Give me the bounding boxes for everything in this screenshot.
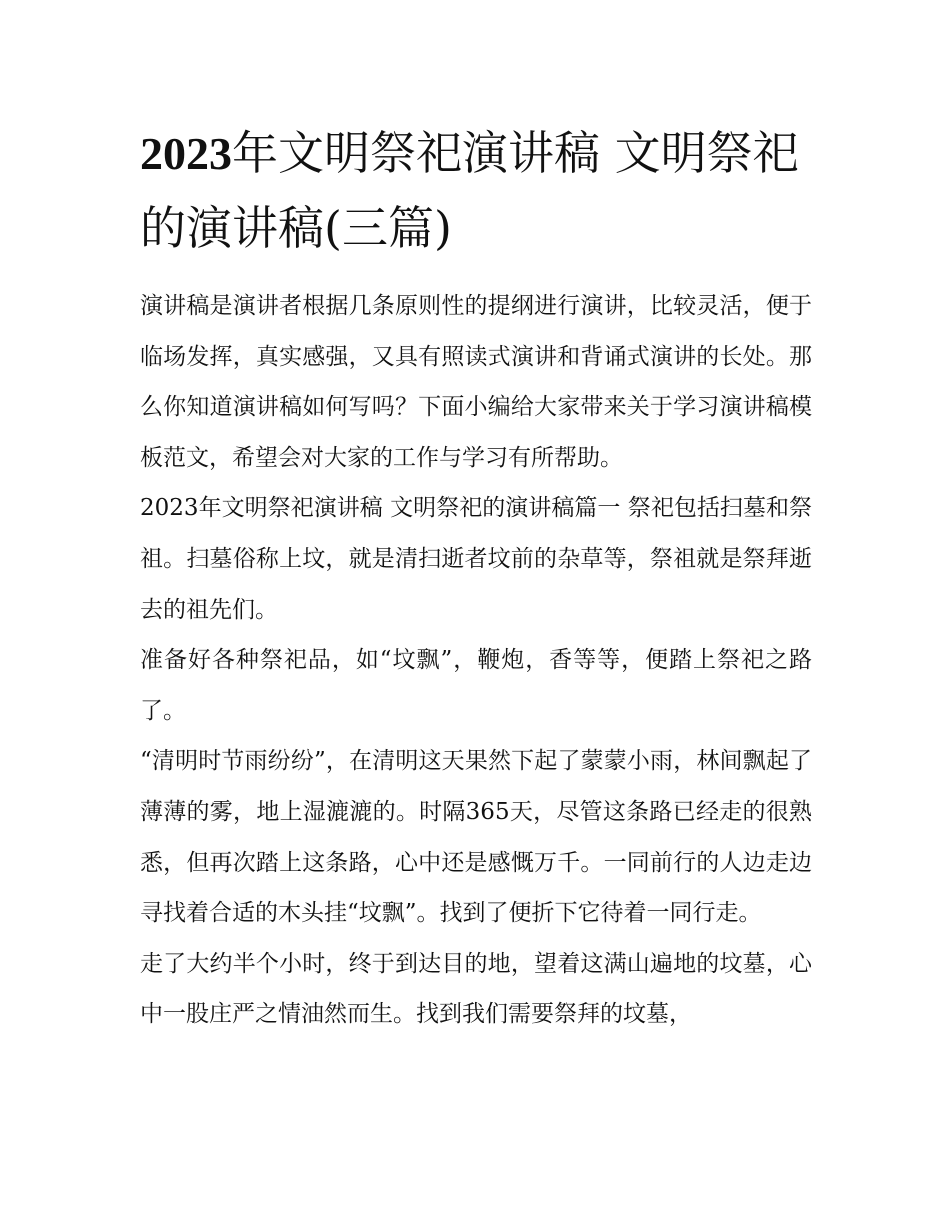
document-page [140, 116, 812, 1040]
paragraph-qingming-rain: “清明时节雨纷纷”，在清明这天果然下起了蒙蒙小雨，林间飘起了薄薄的雾，地上湿漉漉的。时隔365天，尽管这条路已经走的很熟悉，但再次踏上这条路，心中还是感慨万千。一同前行的人边走边寻找着合适的木头挂“坟飘”。找到了便折下它待着一同行走。 [140, 748, 812, 927]
paragraph-arrival: 走了大约半个小时，终于到达目的地，望着这满山遍地的坟墓，心中一股庄严之情油然而生。找到我们需要祭拜的坟墓， [140, 950, 812, 1028]
document-title [140, 116, 812, 265]
paragraph-intro: 演讲稿是演讲者根据几条原则性的提纲进行演讲，比较灵活，便于临场发挥，真实感强，又具有照读式演讲和背诵式演讲的长处。那么你知道演讲稿如何写吗？下面小编给大家带来关于学习演讲稿模板范文，希望会对大家的工作与学习有所帮助。 [140, 293, 812, 471]
paragraph-preparation: 准备好各种祭祀品，如“坟飘”，鞭炮，香等等，便踏上祭祀之路了。 [140, 647, 812, 724]
title-year: 2023 [140, 128, 232, 179]
paragraph-section-one: 2023年文明祭祀演讲稿 文明祭祀的演讲稿篇一 祭祀包括扫墓和祭祖。扫墓俗称上坟，就是清扫逝者坟前的杂草等，祭祖就是祭拜逝去的祖先们。 [140, 495, 812, 623]
title-text: 年文明祭祀演讲稿 文明祭祀的演讲稿(三篇) [140, 126, 799, 255]
